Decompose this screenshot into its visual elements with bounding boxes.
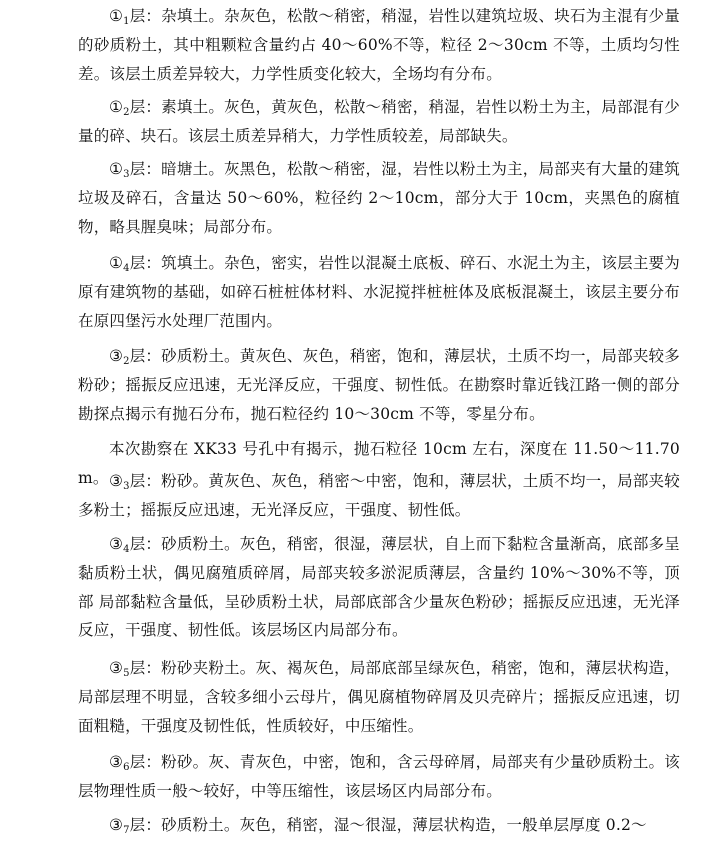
layer-subscript: 3 <box>123 169 130 180</box>
paragraph-text: 层：筑填土。杂色，密实，岩性以混凝土底板、碎石、水泥土为主，该层主要为原有建筑物的基础，如碎石桩桩体材料、水泥搅拌桩桩体及底板混凝土，该层主要分布在原四堡污水处理厂范围内。 <box>78 254 680 330</box>
paragraph-layer-1-4 <box>78 249 680 335</box>
paragraph-layer-1-1 <box>78 2 680 88</box>
paragraph-text: 层：杂填土。杂灰色，松散～稍密，稍湿，岩性以建筑垃圾、块石为主混有少量的砂质粉土，其中粗颗粒含量约占 40～60%不等，粒径 2～30cm 不等，土质均匀性差。该层土质差异较大，力学性质变化较大，全场均有分布。 <box>78 7 680 83</box>
paragraph-text: 层：粉砂。灰、青灰色，中密，饱和，含云母碎屑，局部夹有少量砂质粉土。该层物理性质一般～较好，中等压缩性，该层场区内局部分布。 <box>78 753 680 800</box>
layer-subscript: 6 <box>123 762 130 773</box>
layer-marker: ③ <box>109 659 124 677</box>
layer-marker: ③ <box>109 535 124 553</box>
layer-marker: ① <box>109 160 124 178</box>
layer-marker: ① <box>109 98 124 116</box>
paragraph-text: 层：暗塘土。灰黑色，松散～稍密，湿，岩性以粉土为主，局部夹有大量的建筑垃圾及碎石，含量达 50～60%，粒径约 2～10cm，部分大于 10cm，夹黑色的腐植物，略具腥臭味；局部分布。 <box>78 160 680 236</box>
layer-subscript: 4 <box>123 544 130 555</box>
paragraph-layer-3-4 <box>78 530 680 645</box>
paragraph-text: 本次勘察在 XK33 号孔中有揭示，抛石粒径 10cm 左右，深度在 11.50～11.70m。 <box>78 440 680 487</box>
paragraph-layer-3-2 <box>78 342 680 428</box>
layer-subscript: 2 <box>123 107 130 118</box>
paragraph-layer-3-7 <box>78 811 680 840</box>
layer-subscript: 4 <box>123 263 130 274</box>
layer-marker: ③ <box>109 347 124 365</box>
layer-marker: ① <box>109 7 124 25</box>
paragraph-layer-3-6 <box>78 748 680 806</box>
paragraph-text: 层：砂质粉土。灰色，稍密，很湿，薄层状，自上而下黏粒含量渐高，底部多呈黏质粉土状，偶见腐殖质碎屑，局部夹较多淤泥质薄层，含量约 10%～30%不等，顶部 局部黏粒含量低，呈砂质粉土状，局部底部含少量灰色粉砂；摇振反应迅速，无光泽反应，干强度、韧性低。该层场区内局部分布。 <box>78 535 680 640</box>
layer-subscript: 1 <box>123 16 130 27</box>
paragraph-text: 层：粉砂夹粉土。灰、褐灰色，局部底部呈绿灰色，稍密，饱和，薄层状构造，局部层理不明显，含较多细小云母片，偶见腐植物碎屑及贝壳碎片；摇振反应迅速，切 面粗糙，干强度及韧性低，性质较好，中压缩性。 <box>78 659 680 735</box>
layer-marker: ③ <box>109 753 124 771</box>
paragraph-text: 层：粉砂。黄灰色、灰色，稍密～中密，饱和，薄层状，土质不均一，局部夹较多粉土；摇振反应迅速，无光泽反应，干强度、韧性低。 <box>78 472 680 519</box>
paragraph-text: 层：素填土。灰色，黄灰色，松散～稍密，稍湿，岩性以粉土为主，局部混有少量的碎、块石。该层土质差异稍大，力学性质较差，局部缺失。 <box>78 98 680 145</box>
layer-marker: ③ <box>109 472 124 490</box>
paragraph-layer-3-5 <box>78 654 680 740</box>
layer-subscript: 7 <box>123 825 130 836</box>
paragraph-layer-3-3 <box>78 467 680 525</box>
paragraph-text: 层：砂质粉土。灰色，稍密，湿～很湿，薄层状构造，一般单层厚度 0.2～ <box>129 816 647 834</box>
paragraph-text: 层：砂质粉土。黄灰色、灰色，稍密，饱和，薄层状，土质不均一，局部夹较多粉砂；摇振反应迅速，无光泽反应，干强度、韧性低。在勘察时靠近钱江路一侧的部分勘探点揭示有抛石分布，抛石粒径约 10～30cm 不等，零星分布。 <box>78 347 680 423</box>
layer-marker: ① <box>109 254 124 272</box>
layer-subscript: 5 <box>123 668 130 679</box>
paragraph-layer-1-2 <box>78 93 680 151</box>
layer-subscript: 2 <box>123 356 130 367</box>
layer-marker: ③ <box>109 816 124 834</box>
layer-subscript: 3 <box>123 481 130 492</box>
paragraph-layer-1-3 <box>78 155 680 241</box>
